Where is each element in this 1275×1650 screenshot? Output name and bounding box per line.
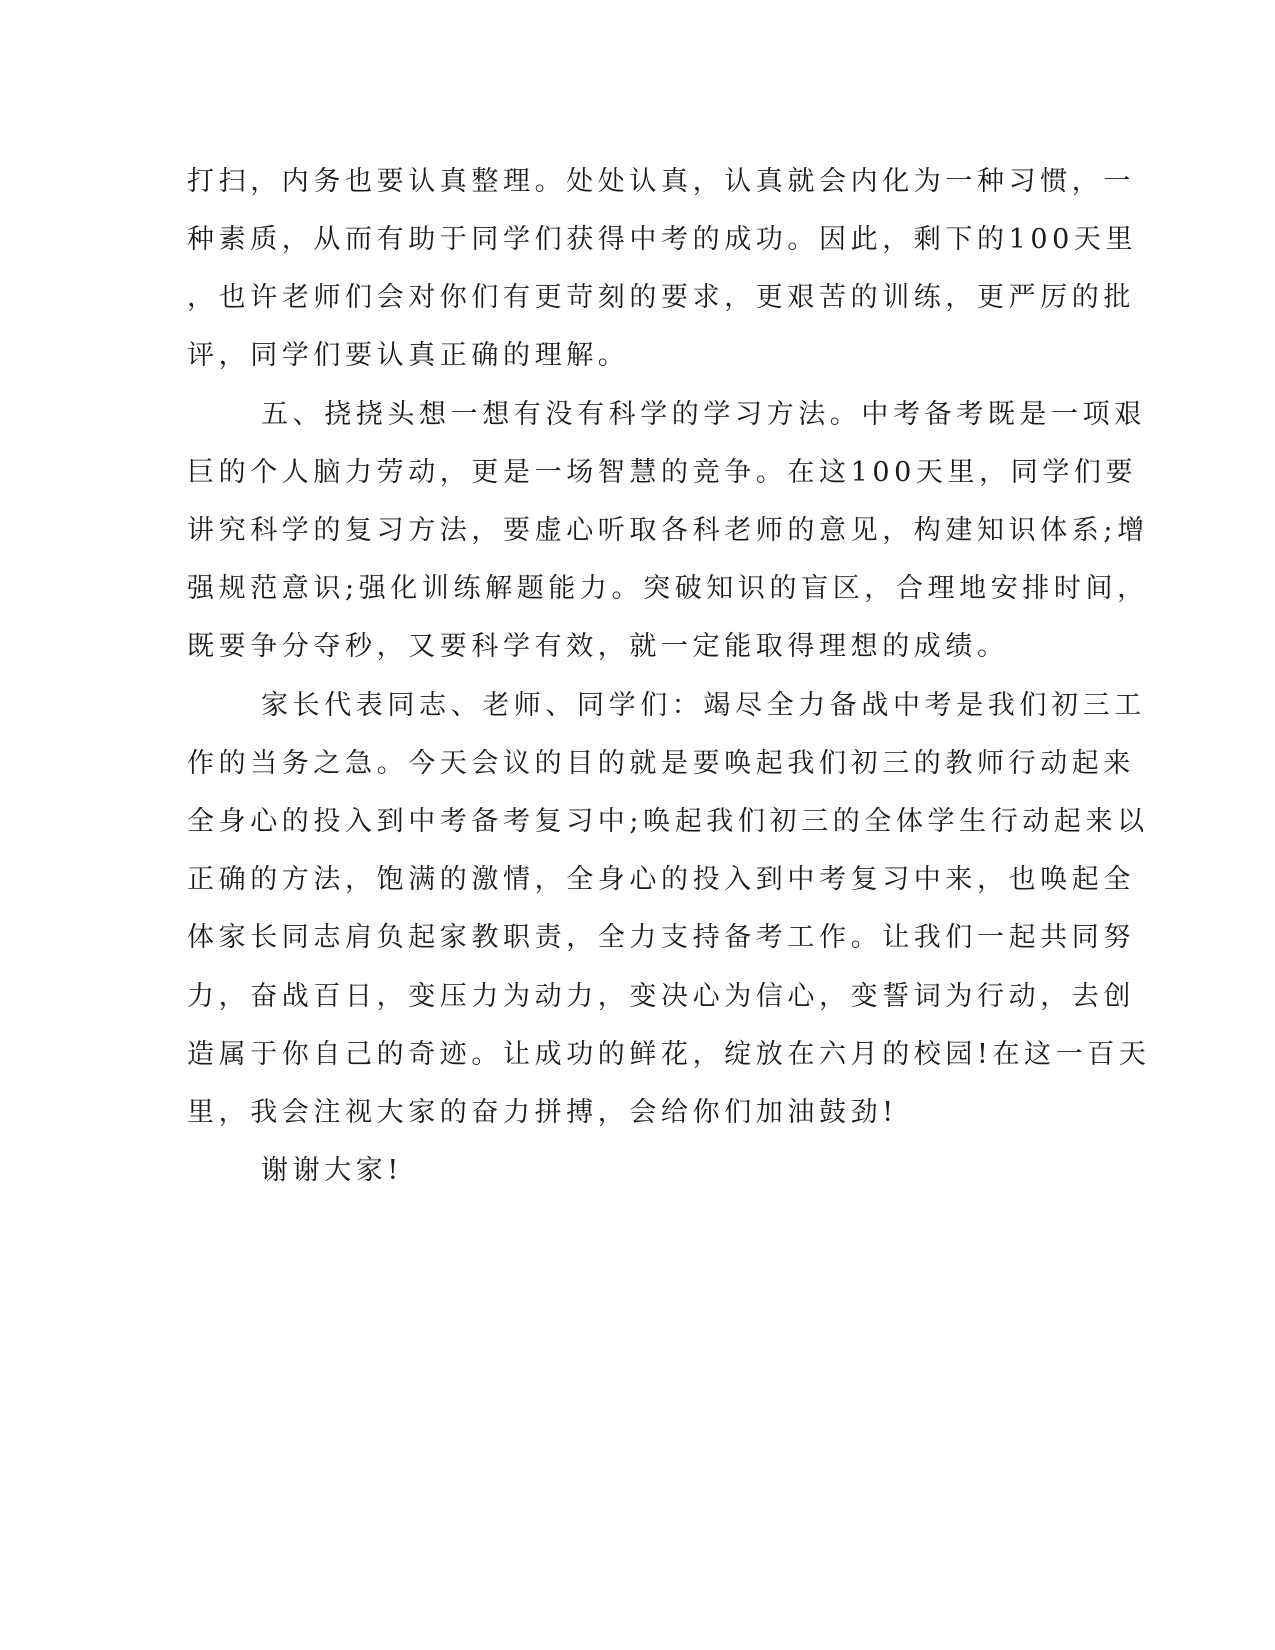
text-line: 巨的个人脑力劳动，更是一场智慧的竞争。在这100天里，同学们要 (187, 457, 1138, 488)
text-line: ，也许老师们会对你们有更苛刻的要求，更艰苦的训练，更严厉的批 (187, 282, 1135, 313)
text-line: 作的当务之急。今天会议的目的就是要唤起我们初三的教师行动起来 (187, 748, 1135, 779)
text-line: 既要争分夺秒，又要科学有效，就一定能取得理想的成绩。 (187, 631, 1009, 662)
text-line: 种素质，从而有助于同学们获得中考的成功。因此，剩下的100天里 (187, 224, 1138, 255)
paragraph-first-line: 五、挠挠头想一想有没有科学的学习方法。中考备考既是一项艰 (261, 399, 1146, 430)
text-line: 力，奋战百日，变压力为动力，变决心为信心，变誓词为行动，去创 (187, 981, 1135, 1012)
text-line: 讲究科学的复习方法，要虚心听取各科老师的意见，构建知识体系;增 (187, 515, 1149, 546)
text-line: 正确的方法，饱满的激情，全身心的投入到中考复习中来，也唤起全 (187, 864, 1135, 895)
text-line: 打扫，内务也要认真整理。处处认真，认真就会内化为一种习惯，一 (187, 166, 1135, 197)
text-line: 造属于你自己的奇迹。让成功的鲜花，绽放在六月的校园!在这一百天 (187, 1039, 1151, 1070)
text-line: 里，我会注视大家的奋力拼搏，会给你们加油鼓劲! (187, 1097, 898, 1128)
text-line: 体家长同志肩负起家教职责，全力支持备考工作。让我们一起共同努 (187, 922, 1135, 953)
text-line: 强规范意识;强化训练解题能力。突破知识的盲区，合理地安排时间， (187, 573, 1149, 604)
text-line: 全身心的投入到中考备考复习中;唤起我们初三的全体学生行动起来以 (187, 806, 1149, 837)
text-line: 评，同学们要认真正确的理解。 (187, 340, 630, 371)
closing-line: 谢谢大家! (261, 1155, 403, 1186)
paragraph-first-line: 家长代表同志、老师、同学们：竭尽全力备战中考是我们初三工 (261, 690, 1146, 721)
